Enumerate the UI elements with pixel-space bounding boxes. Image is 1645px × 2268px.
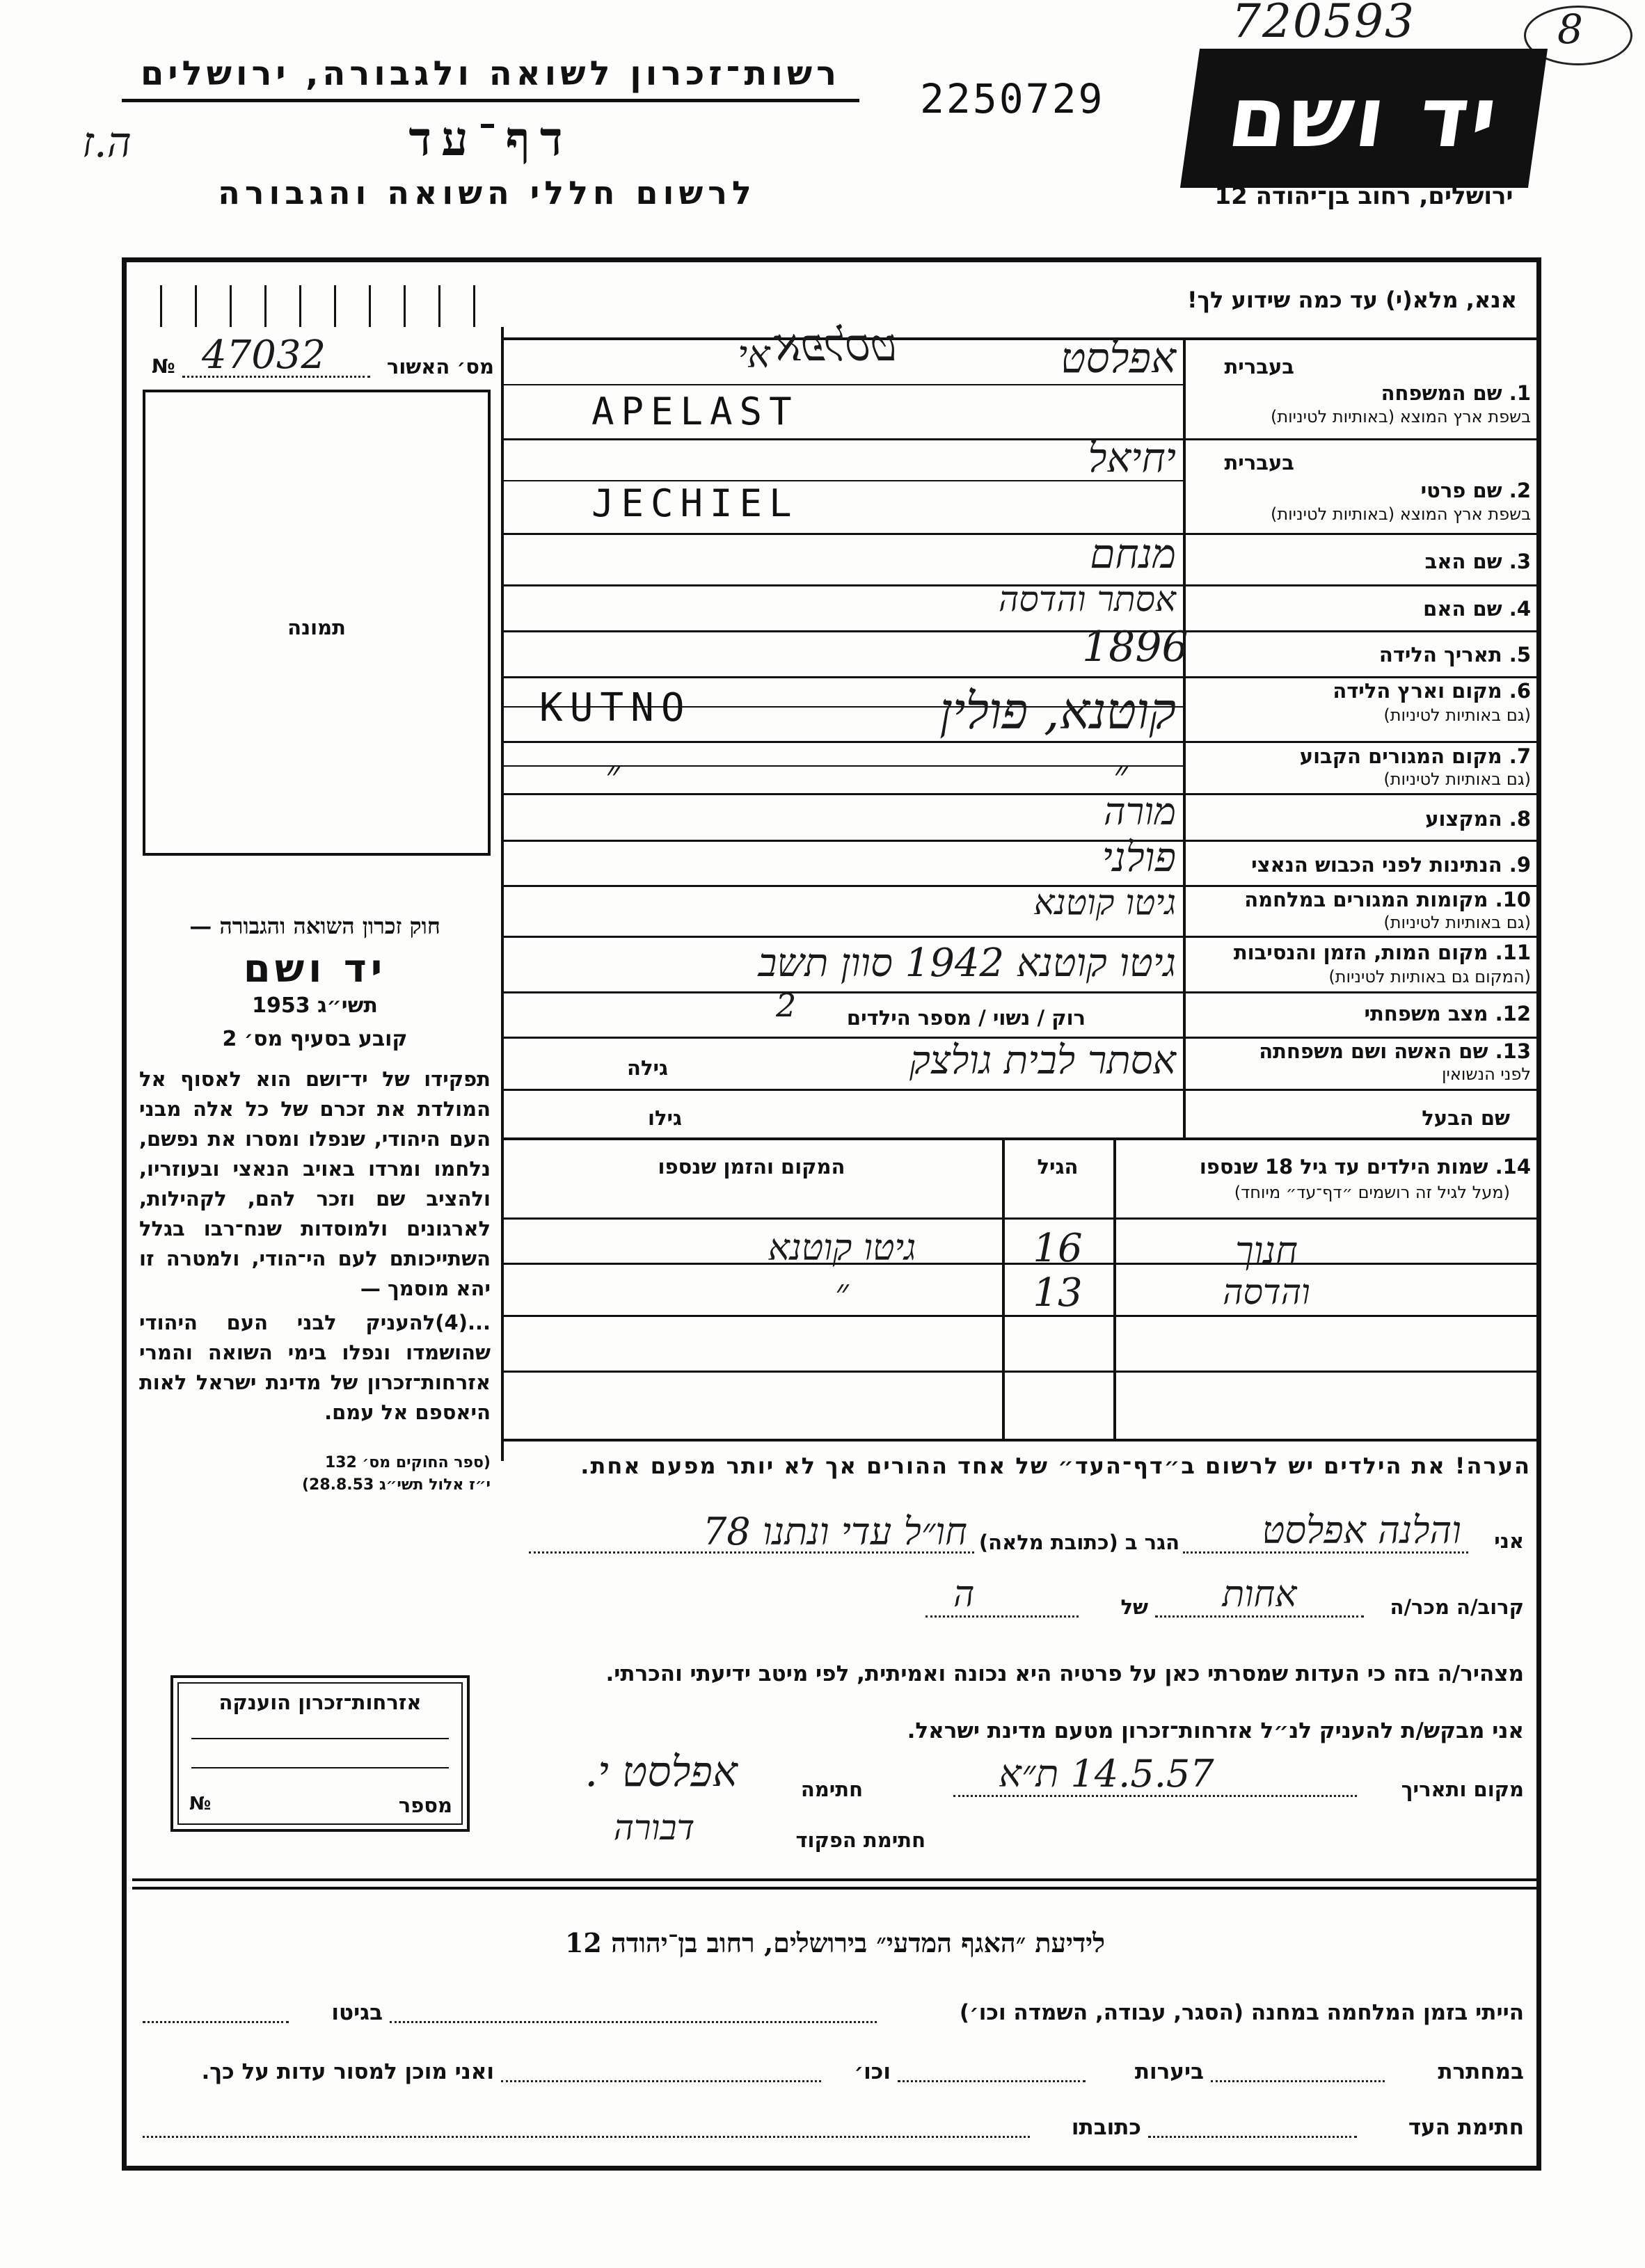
label-column-divider	[1183, 337, 1186, 1137]
relation-value: אחות	[1222, 1574, 1297, 1615]
wife-age-label: גילה	[627, 1056, 668, 1080]
page-subtitle: לרשום חללי השואה והגבורה	[218, 174, 756, 211]
occupation: מורה	[1104, 790, 1176, 833]
declarant-name: והלנה אפלסט	[1262, 1508, 1461, 1552]
father-name: מנחם	[1090, 530, 1176, 577]
address: ירושלים, רחוב בן־יהודה 12	[1214, 182, 1513, 210]
wartime-residence: גיטו קוטנא	[1033, 882, 1176, 923]
declarant-resident-label: הגר ב (כתובת מלאה)	[978, 1531, 1179, 1554]
relation-label: קרוב/ה מכר/ה	[1390, 1595, 1524, 1619]
place-date: 14.5.57 ת״א	[999, 1752, 1214, 1796]
field-label-birth-date: 5. תאריך הלידה	[1378, 643, 1531, 666]
field-sub-surname: בשפת ארץ המוצא (באותיות לטיניות)	[1271, 407, 1531, 426]
declaration-text: מצהיר/ה בזה כי העדות שמסרתי כאן על פרטיה היא נכונה ואמיתית, לפי מיטב ידיעתי והכרתי.	[605, 1661, 1524, 1686]
field-label-wife: 13. שם האשה ושם משפחתה	[1259, 1039, 1531, 1063]
approval-number: 47032	[202, 333, 326, 378]
field-label-nationality: 9. הנתינות לפני הכבוש הנאצי	[1251, 853, 1531, 877]
children-count: 2	[776, 987, 797, 1024]
field-sub-residence: (גם באותיות לטיניות)	[1383, 769, 1531, 789]
form-intro: אנא, מלא(י) עד כמה שידוע לך!	[1186, 287, 1517, 313]
page-title: דף־עד	[408, 111, 573, 167]
field-label-family-status: 12. מצב משפחתי	[1364, 1002, 1531, 1025]
initials-annotation: ה.ז	[82, 118, 132, 167]
bottom-line3-a: חתימת העד	[1408, 2115, 1524, 2140]
law-heading: חוק זכרון השואה והגבורה —	[189, 913, 440, 939]
field-sub-death: (המקום גם באותיות לטיניות)	[1328, 967, 1531, 987]
place-date-label: מקום ותאריך	[1401, 1778, 1524, 1801]
law-footnote-1: (ספר החוקים מס׳ 132	[324, 1454, 491, 1471]
field-label-husband: שם הבעל	[1422, 1106, 1510, 1130]
officer-signature: דבורה	[613, 1807, 695, 1848]
form-note: הערה! את הילדים יש לרשום ב״דף־העד״ של אחד ההורים אך לא יותר מפעם אחת.	[580, 1453, 1531, 1479]
birth-place-latin: KUTNO	[539, 685, 692, 730]
field-sub-first-name: בשפת ארץ המוצא (באותיות לטיניות)	[1271, 504, 1531, 524]
law-item-4: ...(4)להעניק לבני העם היהודי שהושמדו ונפלו בימי השואה והמרי אזרחות־זכרון של מדינת ישראל לאות היאספם אל עמם.	[139, 1311, 491, 1424]
nationality: פולני	[1102, 833, 1176, 881]
citizenship-prefix: №	[189, 1794, 212, 1814]
serial-number: 2250729	[920, 75, 1105, 122]
title-rule	[122, 99, 859, 102]
child-name-1: חנוך	[1235, 1229, 1298, 1272]
child-place-2: ״	[835, 1272, 849, 1313]
relation-of-label: של	[1120, 1595, 1148, 1619]
field-label-first-name: 2. שם פרטי	[1420, 479, 1531, 502]
birth-date: 1896	[1082, 623, 1189, 671]
law-footnote-2: י״ז אלול תשי״ג 28.8.53)	[301, 1476, 491, 1494]
left-column-divider	[501, 327, 504, 1461]
approval-prefix: №	[152, 355, 175, 378]
field-label-death: 11. מקום המות, הזמן והנסיבות	[1233, 941, 1531, 964]
bottom-line2-b: ביערות	[1134, 2059, 1204, 2084]
child-name-2: והדסה	[1223, 1272, 1310, 1312]
surname-yiddish: אפלסט	[774, 320, 898, 372]
lang-hebrew-2: בעברית	[1224, 451, 1294, 474]
residence-latin-ditto: ״	[605, 753, 620, 797]
yad-vashem-logo: יד ושם	[1180, 49, 1548, 188]
children-col-age: הגיל	[1037, 1155, 1079, 1179]
field-label-birth-place: 6. מקום וארץ הלידה	[1333, 679, 1531, 703]
page-number: 8	[1557, 6, 1583, 53]
institution-title: רשות־זכרון לשואה ולגבורה, ירושלים	[140, 54, 841, 93]
surname-hebrew-extra-mark: אי	[738, 333, 770, 376]
first-name-hebrew: יחיאל	[1088, 434, 1176, 481]
mother-name: אסתר והדסה	[998, 579, 1176, 619]
bottom-heading: לידיעת ״האגף המדעי״ בירושלים, רחוב בן־יהודה 12	[564, 1927, 1106, 1958]
field-label-father: 3. שם האב	[1424, 550, 1531, 573]
surname-hebrew: אפלסט	[1060, 334, 1176, 383]
citizenship-number-label: מספר	[398, 1794, 452, 1817]
first-name-latin: JECHIEL	[591, 481, 799, 525]
children-sub: (מעל לגיל זה רושמים ״דף־עד״ מיוחד)	[1234, 1183, 1510, 1202]
law-year: תשי״ג 1953	[252, 993, 378, 1018]
field-label-occupation: 8. המקצוע	[1425, 807, 1531, 831]
death-details: גיטו קוטנא 1942 סוון תשב	[758, 941, 1176, 986]
citizenship-title: אזרחות־זכרון הוענקה	[218, 1691, 422, 1714]
declarant-i-label: אני	[1494, 1529, 1524, 1553]
husband-age-label: גילו	[648, 1106, 682, 1130]
child-age-2: 13	[1033, 1270, 1083, 1316]
field-sub-wife: לפני הנשואין	[1441, 1064, 1531, 1084]
lang-hebrew-1: בעברית	[1224, 355, 1294, 378]
signature: אפלסט י.	[585, 1748, 738, 1796]
photo-label: תמונה	[287, 616, 346, 639]
wife-name: אסתר לבית גולצק	[909, 1038, 1176, 1083]
residence-ditto: ״	[1113, 753, 1128, 797]
bottom-line1-b: בגיטו	[331, 2000, 383, 2025]
field-label-mother: 4. שם האם	[1423, 597, 1531, 621]
bottom-line1-a: הייתי בזמן המלחמה במחנה (הסגר, עבודה, השמדה וכו׳)	[959, 2000, 1524, 2025]
officer-label: חתימת הפקוד	[795, 1828, 925, 1852]
field-label-residence: 7. מקום המגורים הקבוע	[1299, 744, 1531, 768]
field-label-wartime-residence: 10. מקומות המגורים במלחמה	[1244, 888, 1531, 911]
archive-number: 720593	[1232, 0, 1415, 48]
bottom-line2-d: ואני מוכן למסור עדות על כך.	[201, 2059, 494, 2084]
bottom-line3-b: כתובתו	[1071, 2115, 1141, 2140]
law-text: תפקידו של יד־ושם הוא לאסוף אל המולדת את זכרם של כל אלה מבני העם היהודי, שנפלו ומסרו את נפשם, נלחמו ומרדו באויב הנאצי ובעוזריו, ולהציב שם וזכר להם, לקהילות, לארגונים ולמוסדות שנח־רבו בגלל השתייכותם לעם הי־הודי, ולמטרה זו יהא מוסמך —	[139, 1067, 491, 1300]
law-name: יד ושם	[243, 946, 387, 991]
bottom-line2-a: במחתרת	[1438, 2059, 1524, 2084]
birth-place: קוטנא, פולין	[939, 682, 1176, 740]
declarant-address: חו״ל עדי ונתנו 78	[702, 1510, 967, 1554]
children-label: 14. שמות הילדים עד גיל 18 שנספו	[1199, 1155, 1531, 1179]
field-label-surname: 1. שם המשפחה	[1381, 381, 1531, 405]
request-text: אני מבקש/ת להעניק לנ״ל אזרחות־זכרון מטעם מדינת ישראל.	[907, 1718, 1524, 1743]
bottom-line2-c: וכו׳	[854, 2059, 891, 2084]
field-sub-birth-place: (גם באותיות לטיניות)	[1383, 705, 1531, 725]
child-place-1: גיטו קוטנא	[768, 1227, 916, 1269]
children-col-place: המקום והזמן שנספו	[658, 1155, 845, 1179]
tick-boxes	[139, 278, 494, 327]
relation-of-value: ה	[953, 1574, 975, 1615]
law-section: קובע בסעיף מס׳ 2	[222, 1027, 408, 1051]
family-status-options: רוק / נשוי / מספר הילדים	[846, 1006, 1086, 1030]
approval-label: מס׳ האשור	[386, 355, 494, 378]
field-sub-wartime-residence: (גם באותיות לטיניות)	[1383, 913, 1531, 932]
surname-latin: APELAST	[591, 390, 799, 433]
signature-label: חתימה	[800, 1778, 863, 1801]
child-age-1: 16	[1033, 1226, 1083, 1271]
